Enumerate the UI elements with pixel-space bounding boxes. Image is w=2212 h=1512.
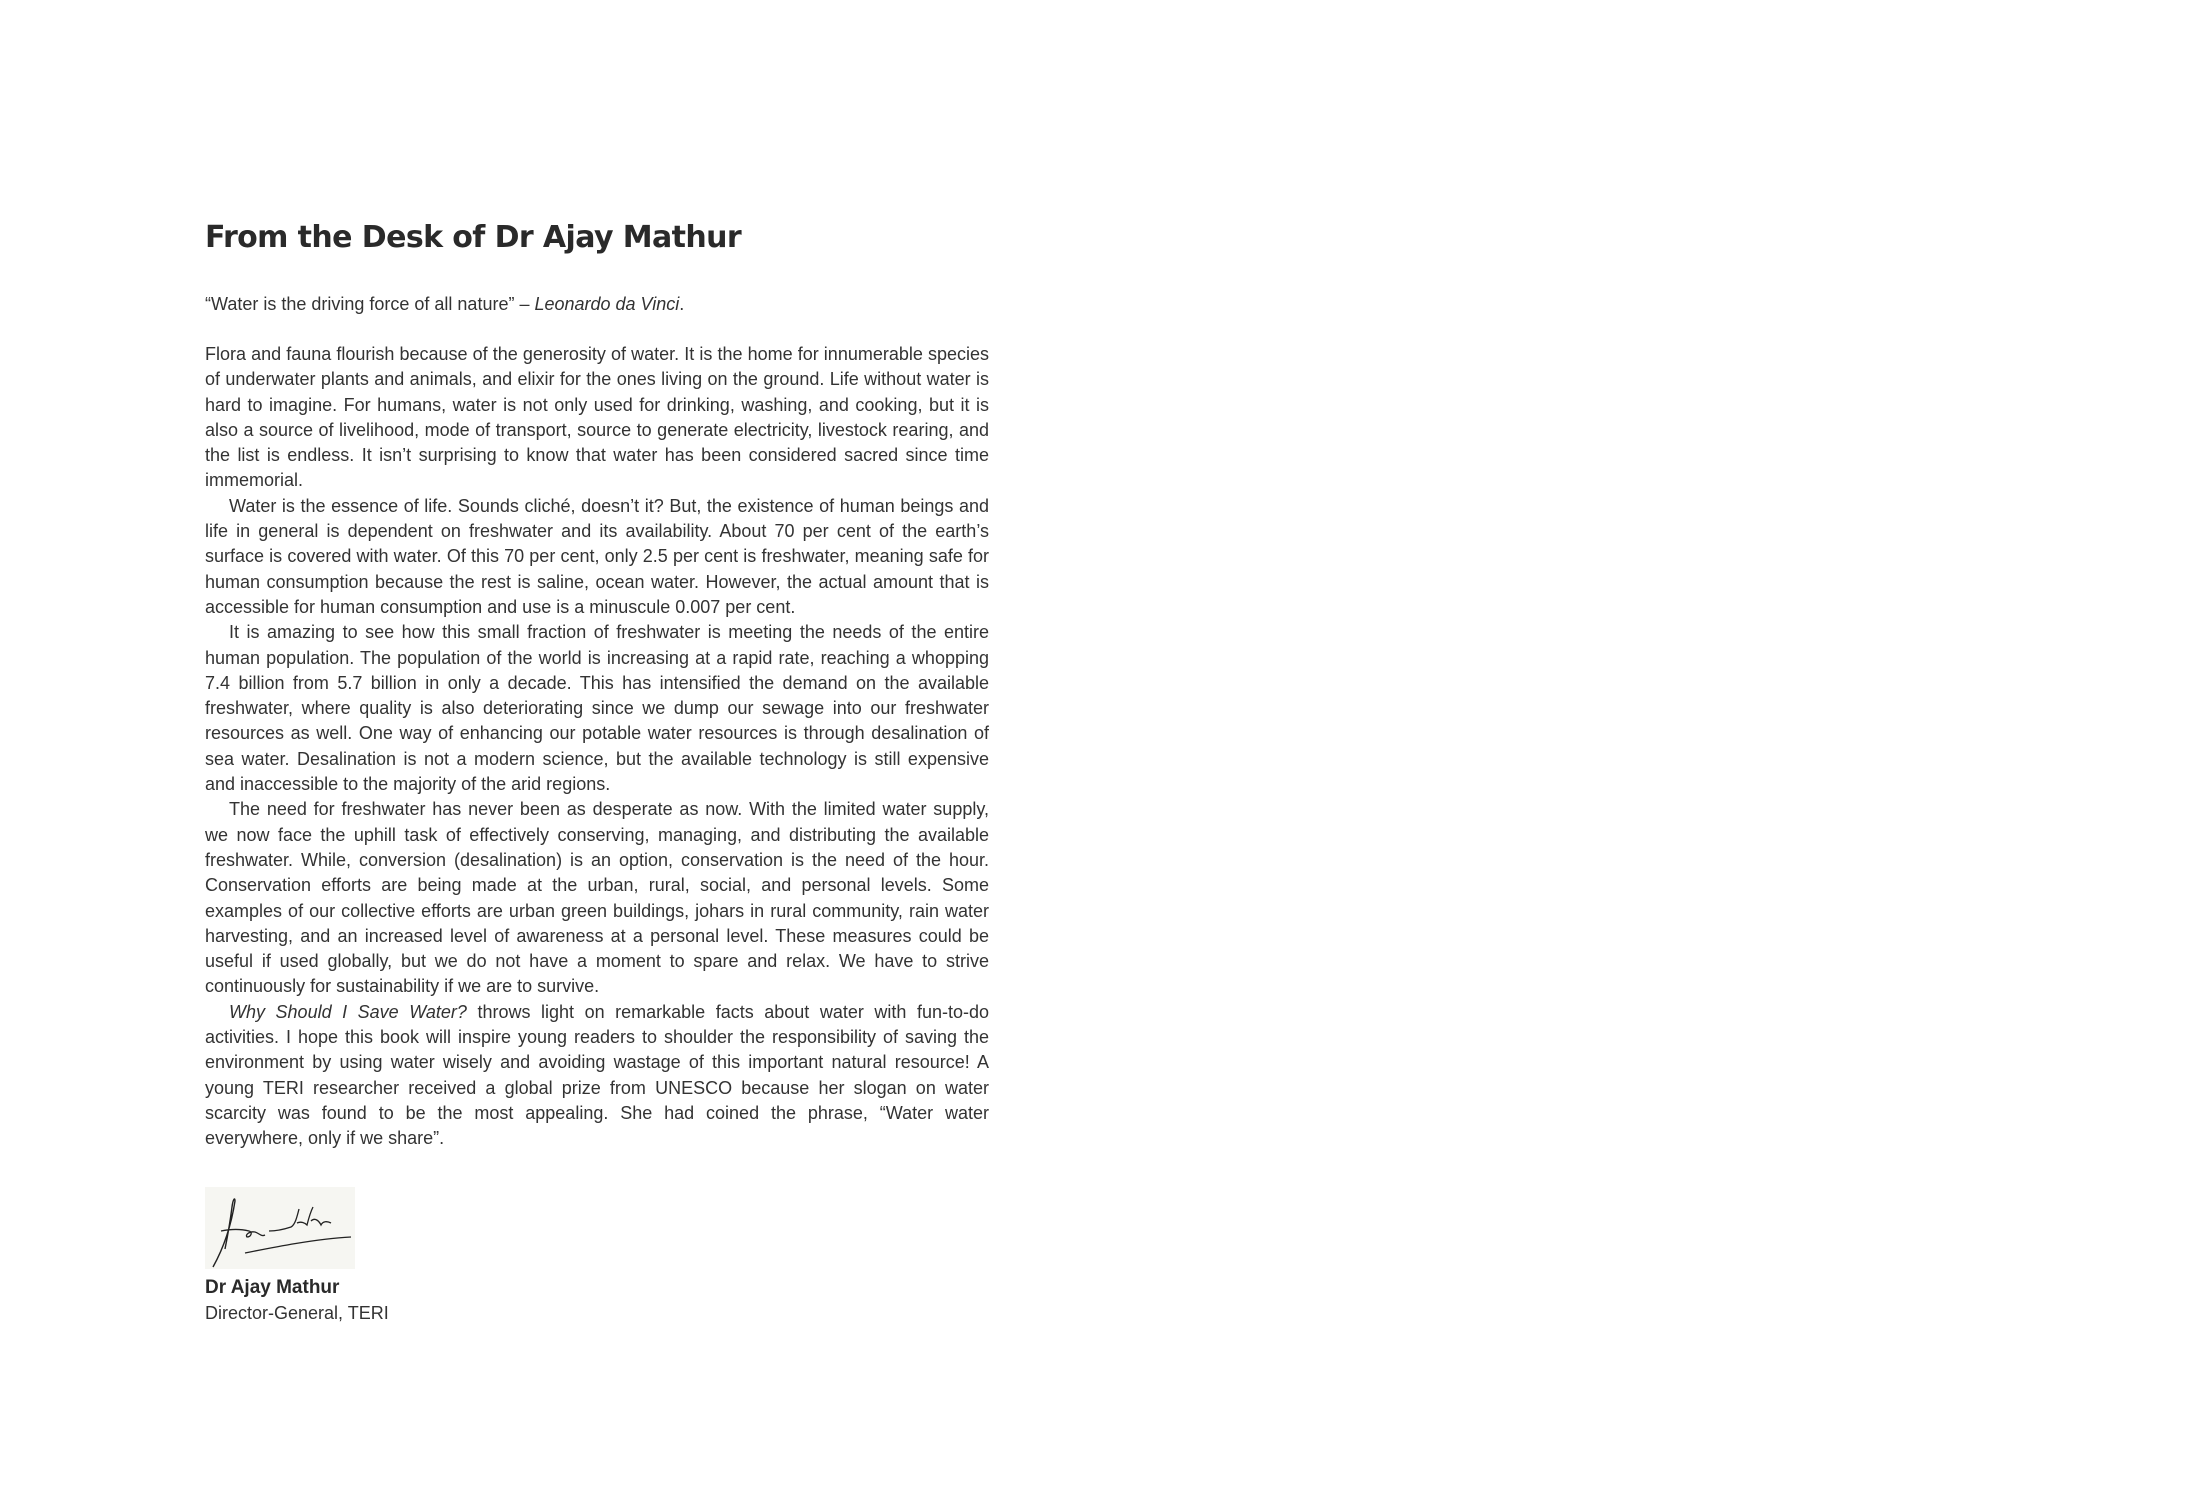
paragraph-2: Water is the essence of life. Sounds cliché, doesn’t it? But, the existence of human beings and life in general is dependent on freshwater and its availability. About 70 per cent of the earth’s surface is covered with water. Of this 70 per cent, only 2.5 per cent is freshwater, meaning safe for human consumption because the rest is saline, ocean water. However, the actual amount that is accessible for human consumption and use is a minuscule 0.007 per cent.	[205, 495, 989, 617]
paragraph-5-text: throws light on remarkable facts about water with fun-to-do activities. I hope this book will inspire young readers to shoulder the responsibility of saving the environment by using water wisely and avoiding wastage of this important natural resource! A young TERI researcher received a global prize from UNESCO because her slogan on water scarcity was found to be the most appealing. She had coined the phrase, “Water water everywhere, only if we share”.	[205, 1001, 989, 1149]
signatory-role: Director-General, TERI	[205, 1302, 389, 1323]
signatory-name: Dr Ajay Mathur	[205, 1276, 340, 1298]
handwritten-signature	[205, 1187, 355, 1269]
quote-end: .	[679, 294, 685, 314]
quote-author: Leonardo da Vinci	[534, 294, 680, 314]
paragraph-1: Flora and fauna flourish because of the generosity of water. It is the home for innumerable species of underwater plants and animals, and elixir for the ones living on the ground. Life without water is hard to imagine. For humans, water is not only used for drinking, washing, and cooking, but it is also a source of livelihood, mode of transport, source to generate electricity, livestock rearing, and the list is endless. It isn’t surprising to know that water has been considered sacred since time immemorial.	[205, 344, 989, 491]
quote-text: “Water is the driving force of all nature” –	[205, 294, 535, 314]
signature-image	[205, 1187, 355, 1269]
letter-column	[205, 218, 989, 1326]
epigraph-quote	[205, 292, 989, 317]
paragraph-5	[205, 1000, 989, 1152]
letter-body	[205, 342, 989, 1152]
paragraph-3: It is amazing to see how this small fraction of freshwater is meeting the needs of the entire human population. The population of the world is increasing at a rapid rate, reaching a whopping 7.4 billion from 5.7 billion in only a decade. This has intensified the demand on the available freshwater, where quality is also deteriorating since we dump our sewage into our freshwater resources as well. One way of enhancing our potable water resources is through desalination of sea water. Desalination is not a modern science, but the available technology is still expensive and inaccessible to the majority of the arid regions.	[205, 622, 989, 795]
book-title: Why Should I Save Water?	[229, 1001, 467, 1022]
page-title: From the Desk of Dr Ajay Mathur	[205, 220, 742, 255]
paragraph-4: The need for freshwater has never been as desperate as now. With the limited water supply, we now face the uphill task of effectively conserving, managing, and distributing the available freshwater. While, conversion (desalination) is an option, conservation is the need of the hour. Conservation efforts are being made at the urban, rural, social, and personal levels. Some examples of our collective efforts are urban green buildings, johars in rural community, rain water harvesting, and an increased level of awareness at a personal level. These measures could be useful if used globally, but we do not have a moment to spare and relax. We have to strive continuously for sustainability if we are to survive.	[205, 799, 989, 997]
